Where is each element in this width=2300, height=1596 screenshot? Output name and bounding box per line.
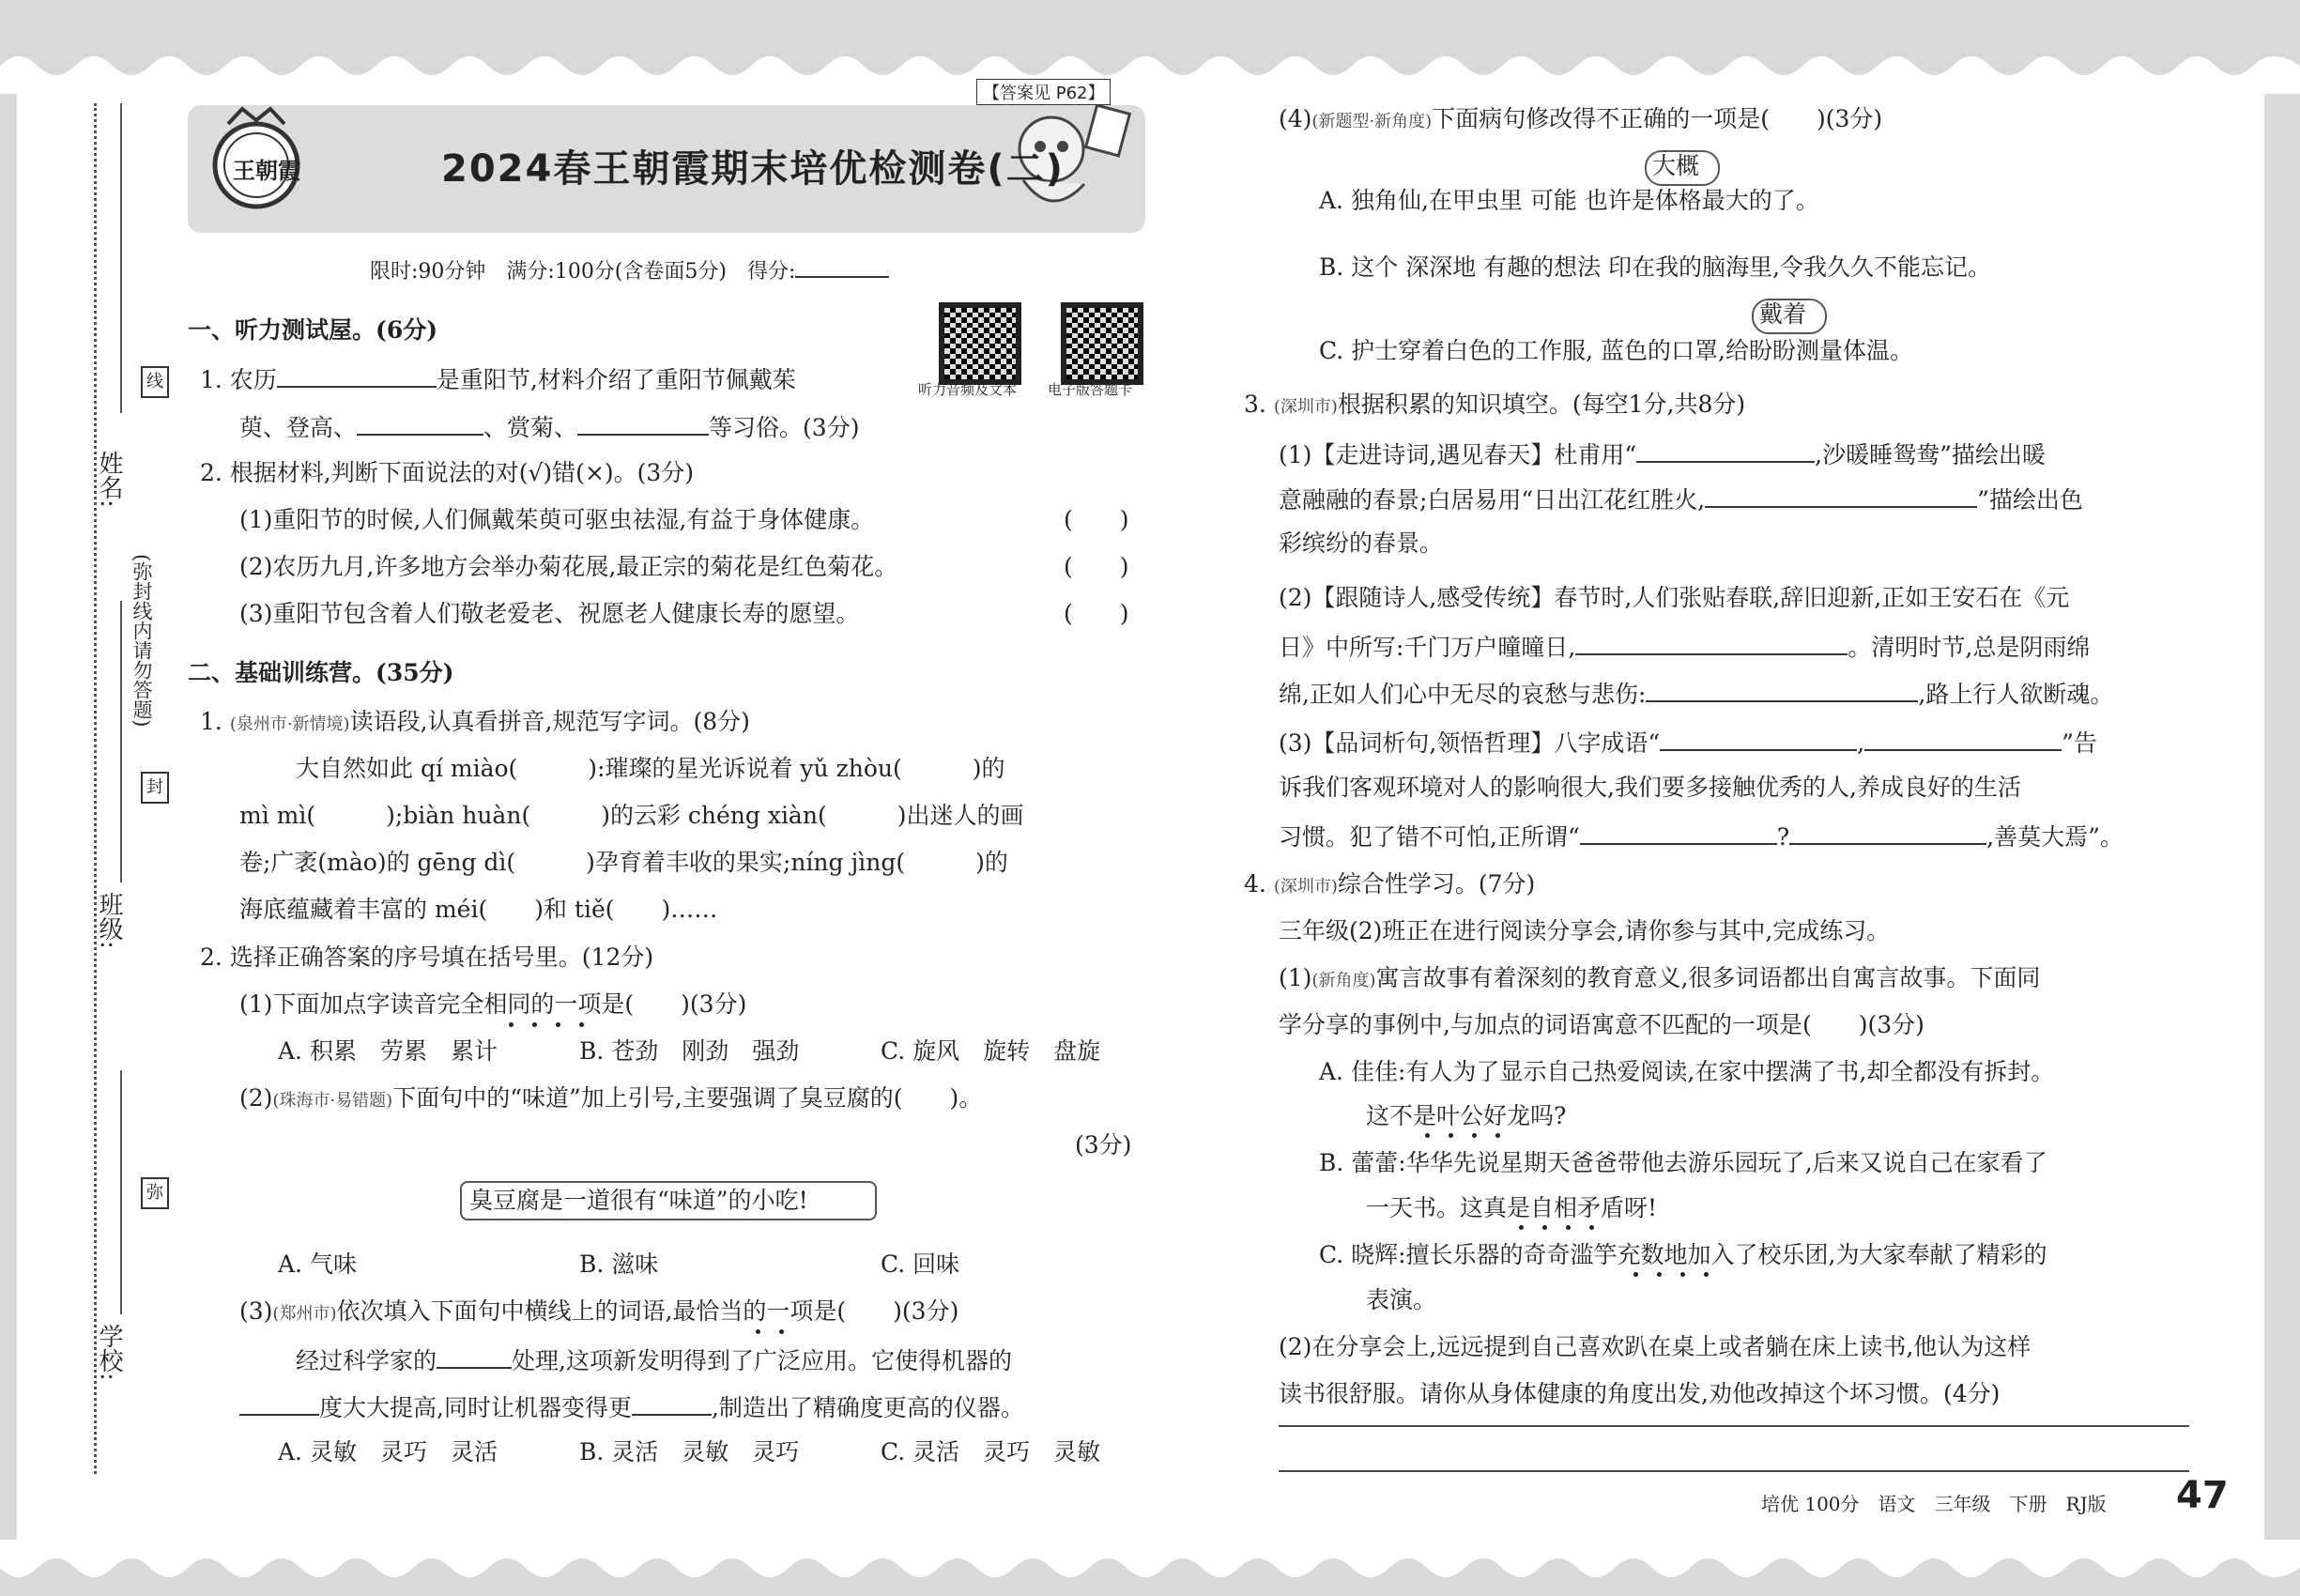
q1-line1: 1. 农历 是重阳节,材料介绍了重阳节佩戴茱: [200, 361, 796, 396]
r-q4b-option-c-2: 表演。: [1366, 1286, 1437, 1313]
r-q4b-intro: 三年级(2)班正在进行阅读分享会,请你参与其中,完成练习。: [1279, 917, 1891, 944]
idiom-blank-1[interactable]: [1660, 725, 1857, 751]
seal-warning: (弥封线内请勿答题): [130, 554, 153, 728]
r-q3-3-line1: (3)【品词析句,领悟哲理】八字成语“ , ”告: [1279, 725, 2097, 760]
emphasis-dot: [532, 1022, 537, 1027]
emphasis-dot: [779, 1329, 784, 1334]
qr-audio-icon[interactable]: [939, 302, 1021, 385]
emphasis-dot: [1657, 1272, 1662, 1277]
poem-blank-3[interactable]: [1575, 629, 1848, 655]
q2-answer-1[interactable]: ( ): [1064, 506, 1129, 533]
emphasis-dot: [756, 1329, 760, 1334]
r-q3-3-line2: 诉我们客观环境对人的影响很大,我们要多接触优秀的人,养成良好的生活: [1279, 774, 2021, 801]
r-q3-2-line3: 绵,正如人们心中无尽的哀愁与悲伤: ,路上行人欲断魂。: [1279, 676, 2113, 711]
r-q4-option-c[interactable]: C. 护士穿着白色的工作服, 蓝色的口罩,给盼盼测量体温。: [1319, 337, 1913, 364]
poem-blank-2[interactable]: [1705, 482, 1977, 508]
q2-title: 2. 根据材料,判断下面说法的对(√)错(×)。(3分): [200, 459, 695, 486]
q1-line2: 萸、登高、 、赏菊、 等习俗。(3分): [239, 409, 859, 444]
fill-line-1: 经过科学家的 处理,这项新发明得到了广泛应用。它使得机器的: [296, 1343, 1012, 1377]
r-q3-2-line2: 日》中所写:千门万户曈曈日, 。清明时节,总是阴雨绵: [1279, 629, 2090, 664]
q1-blank-1[interactable]: [277, 361, 437, 388]
r-q4b-option-a-2: 这不是叶公好龙吗?: [1366, 1102, 1567, 1129]
emphasis-dot: [1495, 1133, 1500, 1138]
r-q3-1-line2: 意融融的春景;白居易用“日出江花红胜火, ”描绘出色: [1279, 482, 2083, 516]
r-q3-1-line3: 彩缤纷的春景。: [1279, 529, 1444, 557]
r-q4-option-b[interactable]: B. 这个 深深地 有趣的想法 印在我的脑海里,令我久久不能忘记。: [1319, 253, 1992, 281]
name-blank[interactable]: [120, 103, 122, 413]
pinyin-line-4: 海底蕴藏着丰富的 méi( )和 tiě( )……: [239, 896, 718, 923]
q2-answer-3[interactable]: ( ): [1064, 600, 1129, 627]
r-q4-option-a[interactable]: A. 独角仙,在甲虫里 可能 也许是体格最大的了。: [1319, 187, 1819, 214]
emphasis-dot: [1633, 1272, 1638, 1277]
answer-line-2[interactable]: [1279, 1470, 2189, 1472]
seal-mark-mi: 弥: [141, 1177, 169, 1209]
q2-statement-1: (1)重阳节的时候,人们佩戴茱萸可驱虫祛湿,有益于身体健康。: [239, 506, 875, 533]
q2-answer-2[interactable]: ( ): [1064, 553, 1129, 580]
s2-q2-3-option-b[interactable]: B. 灵活 灵敏 灵巧: [579, 1438, 800, 1466]
r-q3-title: 3. (深圳市)根据积累的知识填空。(每空1分,共8分): [1244, 391, 1746, 418]
emphasis-dot: [1425, 1133, 1430, 1138]
r-q4c-insert: 戴着: [1759, 300, 1807, 328]
score-blank[interactable]: [795, 252, 889, 278]
emphasis-dot: [1589, 1225, 1594, 1230]
s2-q2-2-option-c[interactable]: C. 回味: [881, 1251, 960, 1278]
s2-q2-2-option-a[interactable]: A. 气味: [278, 1251, 357, 1278]
fill-blank-1[interactable]: [437, 1343, 512, 1369]
emphasis-dot: [1566, 1225, 1571, 1230]
r-q4b-option-b-2: 一天书。这真是自相矛盾呀!: [1366, 1194, 1658, 1221]
s2-q2-3-option-c[interactable]: C. 灵活 灵巧 灵敏: [881, 1438, 1101, 1466]
q2-statement-2: (2)农历九月,许多地方会举办菊花展,最正宗的菊花是红色菊花。: [239, 553, 898, 580]
poem-blank-4[interactable]: [1646, 676, 1918, 702]
emphasis-dot: [1449, 1133, 1453, 1138]
s2-q2-2: (2)(珠海市·易错题)下面句中的“味道”加上引号,主要强调了臭豆腐的( )。: [239, 1084, 983, 1112]
seal-mark-xian: 线: [141, 366, 169, 398]
s2-q2-2-option-b[interactable]: B. 滋味: [579, 1251, 659, 1278]
s2-q1-title: 1. (泉州市·新情境)读语段,认真看拼音,规范写字词。(8分): [200, 708, 750, 735]
pinyin-line-2: mì mì( );biàn huàn( )的云彩 chéng xiàn( )出迷人的画: [239, 802, 1024, 829]
r-q4b-option-c-1[interactable]: C. 晓辉:擅长乐器的奇奇滥竽充数地加入了校乐团,为大家奉献了精彩的: [1319, 1241, 2047, 1268]
fill-blank-3[interactable]: [632, 1389, 712, 1416]
emphasis-dot: [1704, 1272, 1709, 1277]
r-q3-2-line1: (2)【跟随诗人,感受传统】春节时,人们张贴春联,辞旧迎新,正如王安石在《元: [1279, 584, 2070, 611]
idiom-blank-3[interactable]: [1580, 819, 1777, 845]
school-label: 学校:: [95, 1324, 123, 1381]
section-1-title: 一、听力测试屋。(6分): [188, 316, 438, 344]
emphasis-dot: [1519, 1225, 1524, 1230]
q1-blank-3[interactable]: [577, 409, 709, 436]
emphasis-dot: [579, 1022, 584, 1027]
r-q4a-insert: 大概: [1652, 152, 1700, 179]
page-number: 47: [2176, 1474, 2229, 1517]
q2-statement-3: (3)重阳节包含着人们敬老爱老、祝愿老人健康长寿的愿望。: [239, 600, 860, 627]
q1-blank-2[interactable]: [357, 409, 483, 436]
fill-line-2: 度大大提高,同时让机器变得更 ,制造出了精确度更高的仪器。: [239, 1389, 1024, 1424]
s2-q2-1-option-c[interactable]: C. 旋风 旋转 盘旋: [881, 1037, 1101, 1065]
idiom-blank-4[interactable]: [1789, 819, 1986, 845]
idiom-blank-2[interactable]: [1864, 725, 2062, 751]
seal-mark-feng: 封: [141, 772, 169, 804]
name-label: 姓名:: [95, 451, 123, 508]
r-q4b-title: 4. (深圳市)综合性学习。(7分): [1244, 870, 1536, 898]
r-q3-3-line3: 习惯。犯了错不可怕,正所谓“ ? ,善莫大焉”。: [1279, 819, 2124, 853]
poem-blank-1[interactable]: [1636, 437, 1815, 463]
r-q4b-1-line2: 学分享的事例中,与加点的词语寓意不匹配的一项是( )(3分): [1279, 1011, 1924, 1038]
s2-q2-3-option-a[interactable]: A. 灵敏 灵巧 灵活: [278, 1438, 498, 1466]
r-q4b-2-line2: 读书很舒服。请你从身体健康的角度出发,劝他改掉这个坏习惯。(4分): [1279, 1380, 2001, 1407]
seal-line: [94, 103, 97, 1474]
section-2-title: 二、基础训练营。(35分): [188, 659, 454, 686]
r-q4b-2-line1: (2)在分享会上,远远提到自己喜欢趴在桌上或者躺在床上读书,他认为这样: [1279, 1333, 2032, 1360]
emphasis-dot: [1680, 1272, 1685, 1277]
logo-text: 王朝霞: [233, 157, 300, 184]
page-edge-bottom: [0, 1540, 2300, 1596]
answer-reference: 【答案见 P62】: [976, 79, 1111, 105]
emphasis-dot: [556, 1022, 560, 1027]
quote-sentence: 臭豆腐是一道很有“味道”的小吃!: [469, 1187, 808, 1214]
class-label: 班级:: [95, 892, 123, 949]
emphasis-dot: [509, 1022, 514, 1027]
qr-answer-card-icon[interactable]: [1061, 302, 1143, 385]
answer-line-1[interactable]: [1279, 1425, 2189, 1427]
exam-meta: 限时:90分钟 满分:100分(含卷面5分) 得分:: [370, 252, 889, 288]
s2-q2-title: 2. 选择正确答案的序号填在括号里。(12分): [200, 944, 654, 971]
class-blank[interactable]: [120, 601, 122, 882]
emphasis-dot: [1542, 1225, 1547, 1230]
r-q3-1-line1: (1)【走进诗词,遇见春天】杜甫用“ ,沙暖睡鸳鸯”描绘出暖: [1279, 437, 2046, 471]
s2-q2-1-option-b[interactable]: B. 苍劲 刚劲 强劲: [579, 1037, 800, 1065]
r-q4b-option-b-1[interactable]: B. 蕾蕾:华华先说星期天爸爸带他去游乐园玩了,后来又说自己在家看了: [1319, 1149, 2047, 1176]
school-blank[interactable]: [120, 1070, 122, 1314]
qr-audio-label: 听力音频及文本: [918, 381, 1018, 398]
fill-blank-2[interactable]: [239, 1389, 319, 1416]
r-q4b-option-a-1[interactable]: A. 佳佳:有人为了显示自己热爱阅读,在家中摆满了书,却全都没有拆封。: [1319, 1058, 2055, 1085]
s2-q2-1: (1)下面加点字读音完全相同的一项是( )(3分): [239, 990, 747, 1018]
s2-q2-2-score: (3分): [1075, 1131, 1132, 1159]
emphasis-dot: [1472, 1133, 1477, 1138]
qr-answer-card-label: 电子版答题卡: [1048, 381, 1133, 398]
r-q4b-1-line1: (1)(新角度)寓言故事有着深刻的教育意义,很多词语都出自寓言故事。下面同: [1279, 964, 2041, 991]
r-q4-title: (4)(新题型·新角度)下面病句修改得不正确的一项是( )(3分): [1279, 105, 1883, 132]
s2-q2-3: (3)(郑州市)依次填入下面句中横线上的词语,最恰当的一项是( )(3分): [239, 1297, 959, 1325]
pinyin-line-3: 卷;广袤(mào)的 gēng dì( )孕育着丰收的果实;níng jìng( )的: [239, 849, 1008, 876]
exam-title: 2024春王朝霞期末培优检测卷(二): [441, 147, 1065, 191]
s2-q2-1-option-a[interactable]: A. 积累 劳累 累计: [278, 1037, 498, 1065]
footer-info: 培优 100分 语文 三年级 下册 RJ版: [1761, 1493, 2107, 1515]
pinyin-line-1: 大自然如此 qí miào( ):璀璨的星光诉说着 yǔ zhòu( )的: [296, 755, 1005, 782]
